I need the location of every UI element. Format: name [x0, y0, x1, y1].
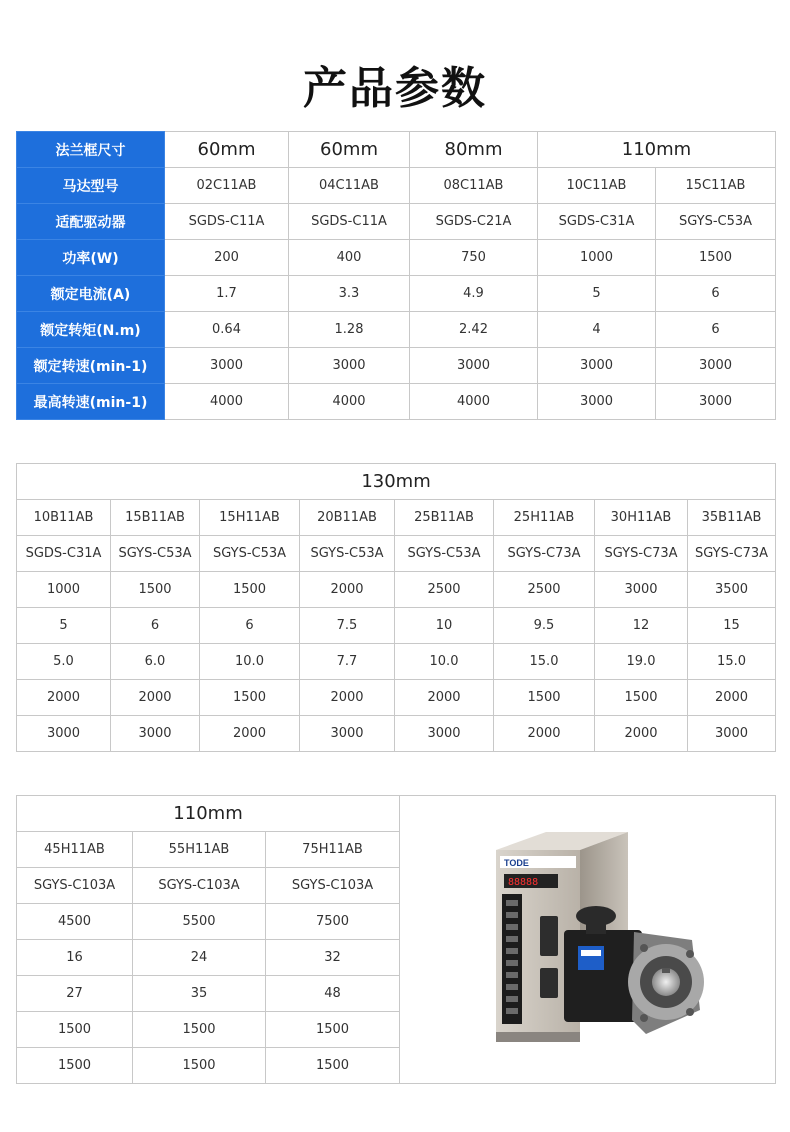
max-speed-cell: 4000: [410, 384, 538, 420]
spec-table-110mm-large: [16, 795, 776, 1084]
spec-table-130mm: [16, 463, 776, 752]
rated-speed-cell: 1500: [494, 680, 595, 716]
row-header-torque: 额定转矩(N.m): [17, 312, 165, 348]
rated-speed-cell: 2000: [395, 680, 494, 716]
model-cell: 25H11AB: [494, 500, 595, 536]
table-row: [17, 716, 776, 752]
table-row: [17, 680, 776, 716]
table-row: [17, 132, 776, 168]
led-display: 88888: [508, 877, 539, 888]
torque-cell: 10.0: [200, 644, 300, 680]
current-cell: 16: [17, 940, 133, 976]
power-cell: 2000: [300, 572, 395, 608]
model-cell: 04C11AB: [289, 168, 410, 204]
current-cell: 9.5: [494, 608, 595, 644]
rated-speed-cell: 1500: [133, 1012, 266, 1048]
max-speed-cell: 3000: [688, 716, 776, 752]
rated-speed-cell: 2000: [17, 680, 111, 716]
driver-cell: SGYS-C53A: [200, 536, 300, 572]
row-header-flange: 法兰框尺寸: [17, 132, 165, 168]
current-cell: 6: [111, 608, 200, 644]
torque-cell: 48: [266, 976, 400, 1012]
driver-cell: SGDS-C11A: [165, 204, 289, 240]
current-cell: 3.3: [289, 276, 410, 312]
driver-cell: SGYS-C53A: [395, 536, 494, 572]
driver-cell: SGYS-C53A: [300, 536, 395, 572]
product-image: [400, 796, 776, 1084]
driver-cell: SGDS-C11A: [289, 204, 410, 240]
power-cell: 7500: [266, 904, 400, 940]
model-cell: 75H11AB: [266, 832, 400, 868]
model-cell: 35B11AB: [688, 500, 776, 536]
flange-cell: 110mm: [17, 796, 400, 832]
torque-cell: 7.7: [300, 644, 395, 680]
model-cell: 55H11AB: [133, 832, 266, 868]
rated-speed-cell: 2000: [300, 680, 395, 716]
torque-cell: 19.0: [595, 644, 688, 680]
power-cell: 1000: [17, 572, 111, 608]
servo-driver-motor-image: [486, 820, 716, 1060]
current-cell: 32: [266, 940, 400, 976]
driver-cell: SGYS-C73A: [688, 536, 776, 572]
max-speed-cell: 2000: [494, 716, 595, 752]
model-cell: 15H11AB: [200, 500, 300, 536]
max-speed-cell: 4000: [289, 384, 410, 420]
max-speed-cell: 1500: [266, 1048, 400, 1084]
power-cell: 1500: [200, 572, 300, 608]
power-cell: 1500: [111, 572, 200, 608]
driver-cell: SGDS-C21A: [410, 204, 538, 240]
current-cell: 24: [133, 940, 266, 976]
row-header-max-speed: 最高转速(min-1): [17, 384, 165, 420]
rated-speed-cell: 1500: [200, 680, 300, 716]
driver-cell: SGYS-C103A: [17, 868, 133, 904]
model-cell: 15B11AB: [111, 500, 200, 536]
rated-speed-cell: 2000: [688, 680, 776, 716]
rated-speed-cell: 1500: [595, 680, 688, 716]
table-row: [17, 384, 776, 420]
model-cell: 30H11AB: [595, 500, 688, 536]
current-cell: 1.7: [165, 276, 289, 312]
model-cell: 10C11AB: [538, 168, 656, 204]
current-cell: 10: [395, 608, 494, 644]
driver-cell: SGDS-C31A: [538, 204, 656, 240]
rated-speed-cell: 3000: [410, 348, 538, 384]
power-cell: 2500: [494, 572, 595, 608]
row-header-driver: 适配驱动器: [17, 204, 165, 240]
table-row: [17, 204, 776, 240]
torque-cell: 15.0: [688, 644, 776, 680]
table-row: [17, 312, 776, 348]
current-cell: 5: [17, 608, 111, 644]
rated-speed-cell: 3000: [165, 348, 289, 384]
power-cell: 1000: [538, 240, 656, 276]
power-cell: 2500: [395, 572, 494, 608]
row-header-current: 额定电流(A): [17, 276, 165, 312]
model-cell: 15C11AB: [656, 168, 776, 204]
current-cell: 7.5: [300, 608, 395, 644]
torque-cell: 27: [17, 976, 133, 1012]
max-speed-cell: 3000: [300, 716, 395, 752]
model-cell: 02C11AB: [165, 168, 289, 204]
model-cell: 45H11AB: [17, 832, 133, 868]
table-row: [17, 464, 776, 500]
current-cell: 15: [688, 608, 776, 644]
max-speed-cell: 3000: [395, 716, 494, 752]
max-speed-cell: 4000: [165, 384, 289, 420]
model-cell: 25B11AB: [395, 500, 494, 536]
row-header-model: 马达型号: [17, 168, 165, 204]
model-cell: 10B11AB: [17, 500, 111, 536]
flange-cell: 60mm: [165, 132, 289, 168]
current-cell: 5: [538, 276, 656, 312]
power-cell: 1500: [656, 240, 776, 276]
flange-cell: 80mm: [410, 132, 538, 168]
table-row: [17, 348, 776, 384]
rated-speed-cell: 3000: [289, 348, 410, 384]
max-speed-cell: 2000: [200, 716, 300, 752]
max-speed-cell: 1500: [17, 1048, 133, 1084]
power-cell: 4500: [17, 904, 133, 940]
torque-cell: 4: [538, 312, 656, 348]
power-cell: 3500: [688, 572, 776, 608]
max-speed-cell: 3000: [111, 716, 200, 752]
torque-cell: 0.64: [165, 312, 289, 348]
table-row: [17, 168, 776, 204]
torque-cell: 35: [133, 976, 266, 1012]
power-cell: 750: [410, 240, 538, 276]
max-speed-cell: 1500: [133, 1048, 266, 1084]
driver-cell: SGYS-C103A: [266, 868, 400, 904]
rated-speed-cell: 3000: [538, 348, 656, 384]
torque-cell: 6.0: [111, 644, 200, 680]
torque-cell: 15.0: [494, 644, 595, 680]
brand-label: TODE: [504, 858, 529, 868]
torque-cell: 10.0: [395, 644, 494, 680]
driver-cell: SGYS-C103A: [133, 868, 266, 904]
rated-speed-cell: 1500: [266, 1012, 400, 1048]
page-title: 产品参数: [303, 63, 487, 114]
row-header-rated-speed: 额定转速(min-1): [17, 348, 165, 384]
max-speed-cell: 2000: [595, 716, 688, 752]
max-speed-cell: 3000: [17, 716, 111, 752]
torque-cell: 1.28: [289, 312, 410, 348]
flange-cell: 130mm: [17, 464, 776, 500]
driver-cell: SGYS-C73A: [494, 536, 595, 572]
table-row: [17, 536, 776, 572]
power-cell: 5500: [133, 904, 266, 940]
model-cell: 20B11AB: [300, 500, 395, 536]
table-row: [17, 500, 776, 536]
table-row: [17, 572, 776, 608]
power-cell: 3000: [595, 572, 688, 608]
rated-speed-cell: 2000: [111, 680, 200, 716]
rated-speed-cell: 3000: [656, 348, 776, 384]
flange-cell: 110mm: [538, 132, 776, 168]
power-cell: 400: [289, 240, 410, 276]
max-speed-cell: 3000: [656, 384, 776, 420]
current-cell: 6: [656, 276, 776, 312]
torque-cell: 6: [656, 312, 776, 348]
table-row: [17, 240, 776, 276]
torque-cell: 5.0: [17, 644, 111, 680]
current-cell: 6: [200, 608, 300, 644]
rated-speed-cell: 1500: [17, 1012, 133, 1048]
torque-cell: 2.42: [410, 312, 538, 348]
row-header-power: 功率(W): [17, 240, 165, 276]
driver-cell: SGYS-C73A: [595, 536, 688, 572]
driver-cell: SGYS-C53A: [656, 204, 776, 240]
power-cell: 200: [165, 240, 289, 276]
table-row: [17, 644, 776, 680]
table-row: [17, 276, 776, 312]
driver-cell: SGYS-C53A: [111, 536, 200, 572]
table-row: [17, 796, 776, 832]
max-speed-cell: 3000: [538, 384, 656, 420]
flange-cell: 60mm: [289, 132, 410, 168]
model-cell: 08C11AB: [410, 168, 538, 204]
table-row: [17, 608, 776, 644]
current-cell: 4.9: [410, 276, 538, 312]
driver-cell: SGDS-C31A: [17, 536, 111, 572]
spec-table-small-flange: [16, 131, 776, 420]
current-cell: 12: [595, 608, 688, 644]
